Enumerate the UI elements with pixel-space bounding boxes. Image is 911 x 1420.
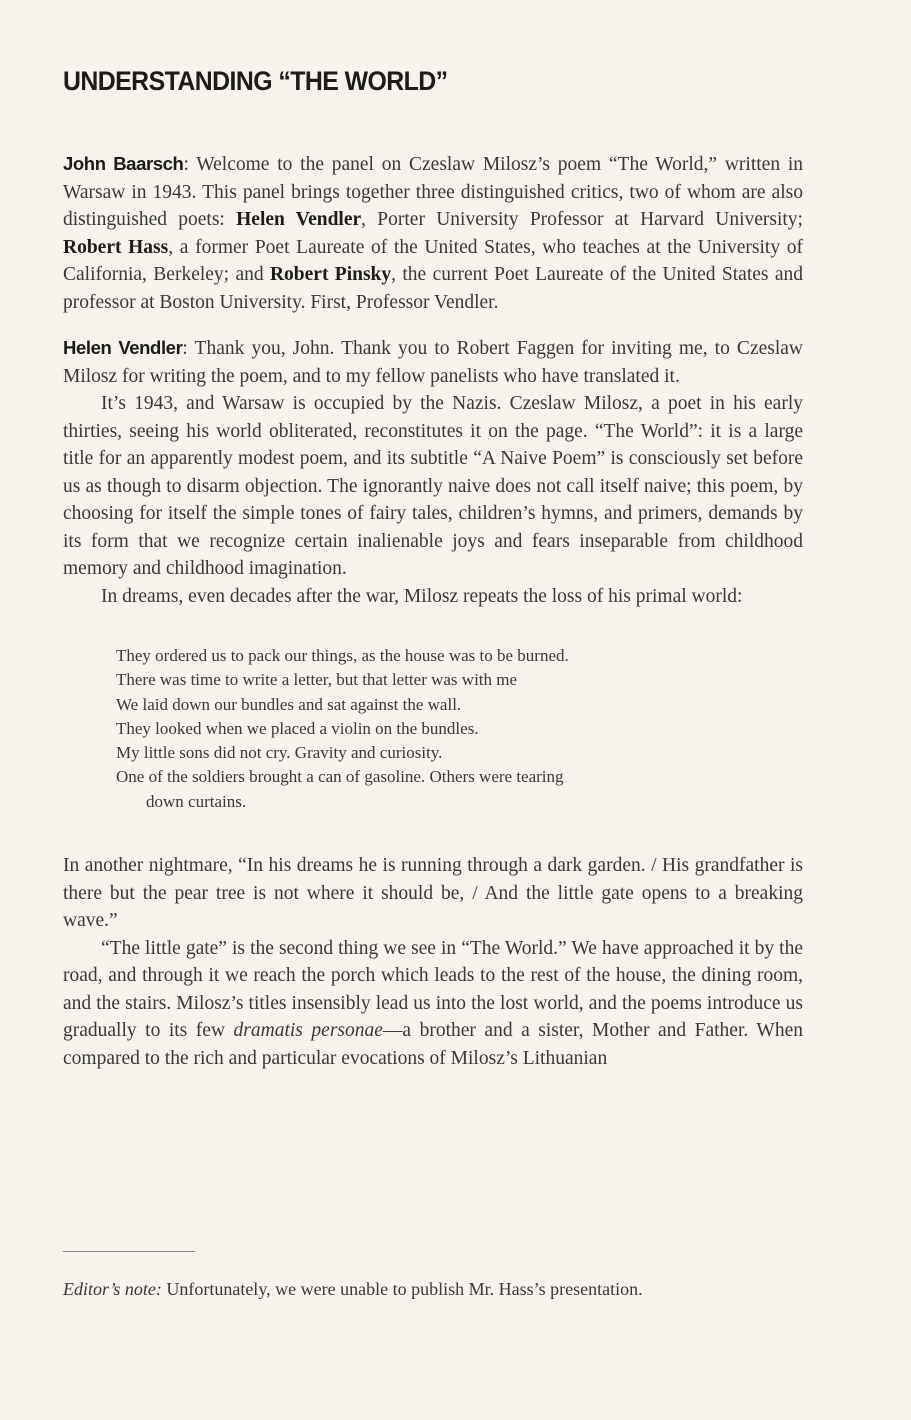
article-body: [63, 150, 803, 1072]
italic-term: dramatis personae: [233, 1020, 383, 1042]
person-name: Helen Vendler: [236, 209, 362, 230]
footnote-label: Editor’s note:: [63, 1279, 162, 1299]
paragraph-text: —a brother and a sister, Mother and Father. When compared to the rich and particular evocations of Milosz’s Lithuanian: [63, 1020, 803, 1069]
paragraph-text: , the current Poet Laureate of the United States and professor at Boston University. First, Professor Vendler.: [63, 264, 803, 313]
poem-line: They ordered us to pack our things, as the house was to be burned.: [116, 646, 569, 665]
footnote-divider: [63, 1251, 195, 1252]
paragraph-text: , Porter University Professor at Harvard University;: [361, 209, 803, 230]
page-title: UNDERSTANDING “THE WORLD”: [63, 66, 448, 96]
footnote-text: Unfortunately, we were unable to publish Mr. Hass’s presentation.: [161, 1279, 643, 1299]
poem-line: My little sons did not cry. Gravity and curiosity.: [116, 743, 443, 763]
paragraph-text: : Welcome to the panel on Czeslaw Milosz’s poem “The World,” written in Warsaw in 1943. This panel brings together three distinguished critics, two of whom are also distinguished poets:: [63, 154, 804, 230]
speaker-name: Helen Vendler: [63, 337, 183, 358]
person-name: Robert Pinsky: [269, 264, 392, 285]
poem-line: There was time to write a letter, but that letter was with me: [116, 670, 518, 690]
paragraph: It’s 1943, and Warsaw is occupied by the Nazis. Czeslaw Milosz, a poet in his early thirties, seeing his world obliterated, reconstitutes it on the page. “The World”: it is a large title for an apparently modest poem, and its subtitle “A Naive Poem” is consciously set before us as though to disarm objection. The ignorantly naive does not call itself naive; this poem, by choosing for itself the simple tones of fairy tales, children’s hymns, and primers, demands by its form that we recognize certain inalienable joys and fears inseparable from childhood memory and childhood imagination.: [63, 393, 803, 579]
speaker-name: John Baarsch: [63, 153, 184, 174]
footnote: [63, 1276, 643, 1302]
poem-excerpt: [116, 644, 803, 814]
paragraph-text: : Thank you, John. Thank you to Robert Faggen for inviting me, to Czeslaw Milosz for writing the poem, and to my fellow panelists who have translated it.: [63, 338, 803, 387]
poem-line: One of the soldiers brought a can of gasoline. Others were tearing: [116, 767, 564, 787]
paragraph: In another nightmare, “In his dreams he is running through a dark garden. / His grandfather is there but the pear tree is not where it should be, / And the little gate opens to a breaking wave.”: [63, 855, 803, 932]
paragraph: In dreams, even decades after the war, Milosz repeats the loss of his primal world:: [101, 585, 743, 607]
poem-line: We laid down our bundles and sat against the wall.: [116, 694, 462, 714]
person-name: Robert Hass: [63, 236, 169, 258]
paragraph-baarsch: [63, 150, 803, 316]
paragraph: [63, 935, 803, 1073]
poem-line: down curtains.: [146, 791, 247, 811]
poem-line: They looked when we placed a violin on the bundles.: [116, 718, 479, 738]
paragraph-text: , a former Poet Laureate of the United States, who teaches at the University of California, Berkeley; and: [63, 236, 803, 285]
paragraph-vendler: [63, 334, 803, 390]
paragraph-text: “The little gate” is the second thing we see in “The World.” We have approached it by the road, and through it we reach the porch which leads to the rest of the house, the dining room, and the stairs. Milosz’s titles insensibly lead us into the lost world, and the poems introduce us gradually to its few: [63, 937, 803, 1042]
